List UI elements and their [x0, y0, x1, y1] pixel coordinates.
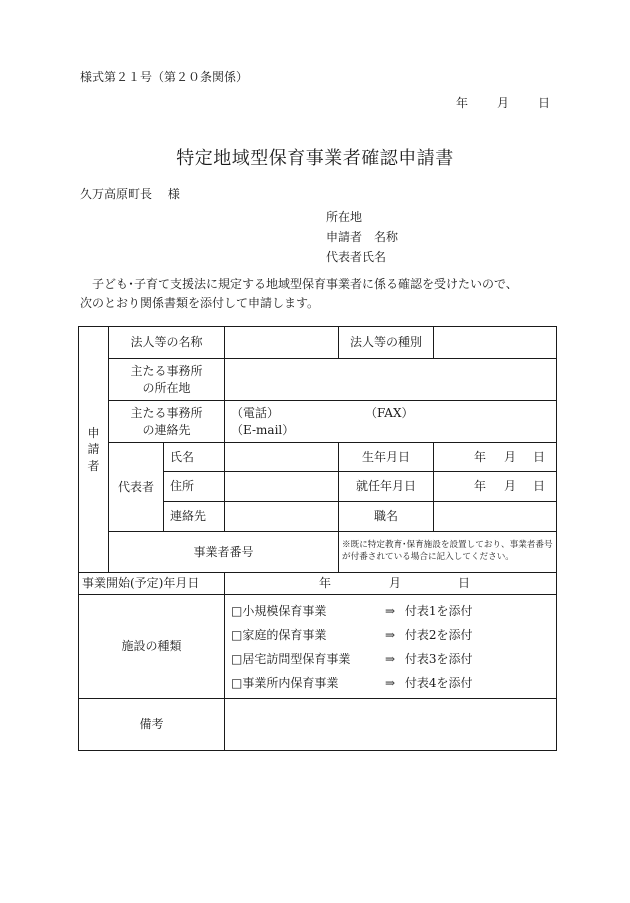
facility-option[interactable]: [231, 647, 550, 671]
application-table: [78, 326, 557, 751]
form-number: 様式第２１号（第２０条関係）: [80, 70, 249, 84]
facility-type-options: [225, 595, 557, 699]
arrow-icon: ⇒: [384, 651, 396, 666]
facility-option-attach: 付表2を添付: [404, 627, 473, 642]
arrow-icon: ⇒: [384, 675, 396, 690]
facility-option-name: □事業所内保育事業: [231, 675, 339, 690]
table-row: [79, 699, 557, 751]
table-row: [79, 595, 557, 699]
rep-address-label: 住所: [164, 472, 225, 502]
inaug-day: 日: [533, 479, 546, 494]
office-contact-label: [109, 401, 225, 443]
rep-contact-label: 連絡先: [164, 502, 225, 532]
rep-contact-field[interactable]: [225, 502, 339, 532]
facility-option[interactable]: [231, 623, 550, 647]
fax-label: （FAX）: [365, 406, 414, 421]
start-date-label: 事業開始(予定)年月日: [79, 573, 225, 595]
applicant-side-label: 申 請 者: [79, 327, 109, 573]
facility-option-name: □小規模保育事業: [231, 603, 327, 618]
rep-name-field[interactable]: [225, 443, 339, 472]
birth-label: 生年月日: [339, 443, 434, 472]
birth-year: 年: [474, 449, 487, 464]
date-year-label: 年: [456, 96, 469, 110]
corp-type-label: 法人等の種別: [339, 327, 434, 359]
corp-type-field[interactable]: [434, 327, 557, 359]
start-day: 日: [458, 576, 471, 591]
start-date-field[interactable]: [225, 573, 557, 595]
office-address-label-line2: の所在地: [142, 380, 191, 395]
date-day-label: 日: [538, 96, 551, 110]
table-row: [79, 327, 557, 359]
facility-option[interactable]: [231, 599, 550, 623]
facility-option-attach: 付表3を添付: [404, 651, 473, 666]
birth-month: 月: [504, 449, 517, 464]
business-number-note: ※既に特定教育･保育施設を設置しており、事業者番号が付番されている場合に記入してください。: [339, 532, 557, 573]
table-row: [79, 573, 557, 595]
office-contact-label-line1: 主たる事務所: [130, 406, 203, 421]
body-text-line2: 次のとおり関係書類を添付して申請します。: [80, 296, 320, 310]
addressee: 久万高原町長 様: [80, 187, 180, 201]
inaug-date-field[interactable]: [434, 472, 557, 502]
facility-type-label: 施設の種類: [79, 595, 225, 699]
table-row: [79, 443, 557, 472]
applicant-prefix: 申請者: [326, 230, 363, 244]
business-number-label: 事業者番号: [109, 532, 339, 573]
remarks-field[interactable]: [225, 699, 557, 751]
start-month: 月: [389, 576, 402, 591]
body-text-line1: 子ども･子育て支援法に規定する地域型保育事業者に係る確認を受けたいので、: [92, 277, 518, 291]
phone-label: （電話）: [231, 406, 280, 421]
birth-day: 日: [533, 449, 546, 464]
inaug-month: 月: [504, 479, 517, 494]
facility-option-name: □居宅訪問型保育事業: [231, 651, 351, 666]
rep-name-label: 氏名: [164, 443, 225, 472]
page-title: 特定地域型保育事業者確認申請書: [176, 148, 454, 169]
applicant-address-label: 所在地: [326, 210, 363, 224]
facility-option-attach: 付表1を添付: [404, 603, 473, 618]
table-row: [79, 532, 557, 573]
remarks-label: 備考: [79, 699, 225, 751]
arrow-icon: ⇒: [384, 627, 396, 642]
rep-address-field[interactable]: [225, 472, 339, 502]
arrow-icon: ⇒: [384, 603, 396, 618]
position-field[interactable]: [434, 502, 557, 532]
table-row: [79, 359, 557, 401]
birth-date-field[interactable]: [434, 443, 557, 472]
position-label: 職名: [339, 502, 434, 532]
office-contact-label-line2: の連絡先: [142, 422, 191, 437]
table-row: [79, 401, 557, 443]
office-address-label: [109, 359, 225, 401]
facility-option-name: □家庭的保育事業: [231, 627, 327, 642]
inaug-year: 年: [474, 479, 487, 494]
date-month-label: 月: [497, 96, 510, 110]
inaug-label: 就任年月日: [339, 472, 434, 502]
email-label: （E-mail）: [231, 422, 295, 437]
facility-option[interactable]: [231, 671, 550, 695]
start-year: 年: [319, 576, 332, 591]
office-address-label-line1: 主たる事務所: [130, 364, 203, 379]
office-address-field[interactable]: [225, 359, 557, 401]
office-contact-field[interactable]: [225, 401, 557, 443]
applicant-rep-label: 代表者氏名: [326, 250, 387, 264]
corp-name-label: 法人等の名称: [109, 327, 225, 359]
corp-name-field[interactable]: [225, 327, 339, 359]
facility-option-attach: 付表4を添付: [404, 675, 473, 690]
rep-group-label: 代表者: [109, 443, 164, 532]
applicant-name-label: 名称: [374, 230, 399, 244]
